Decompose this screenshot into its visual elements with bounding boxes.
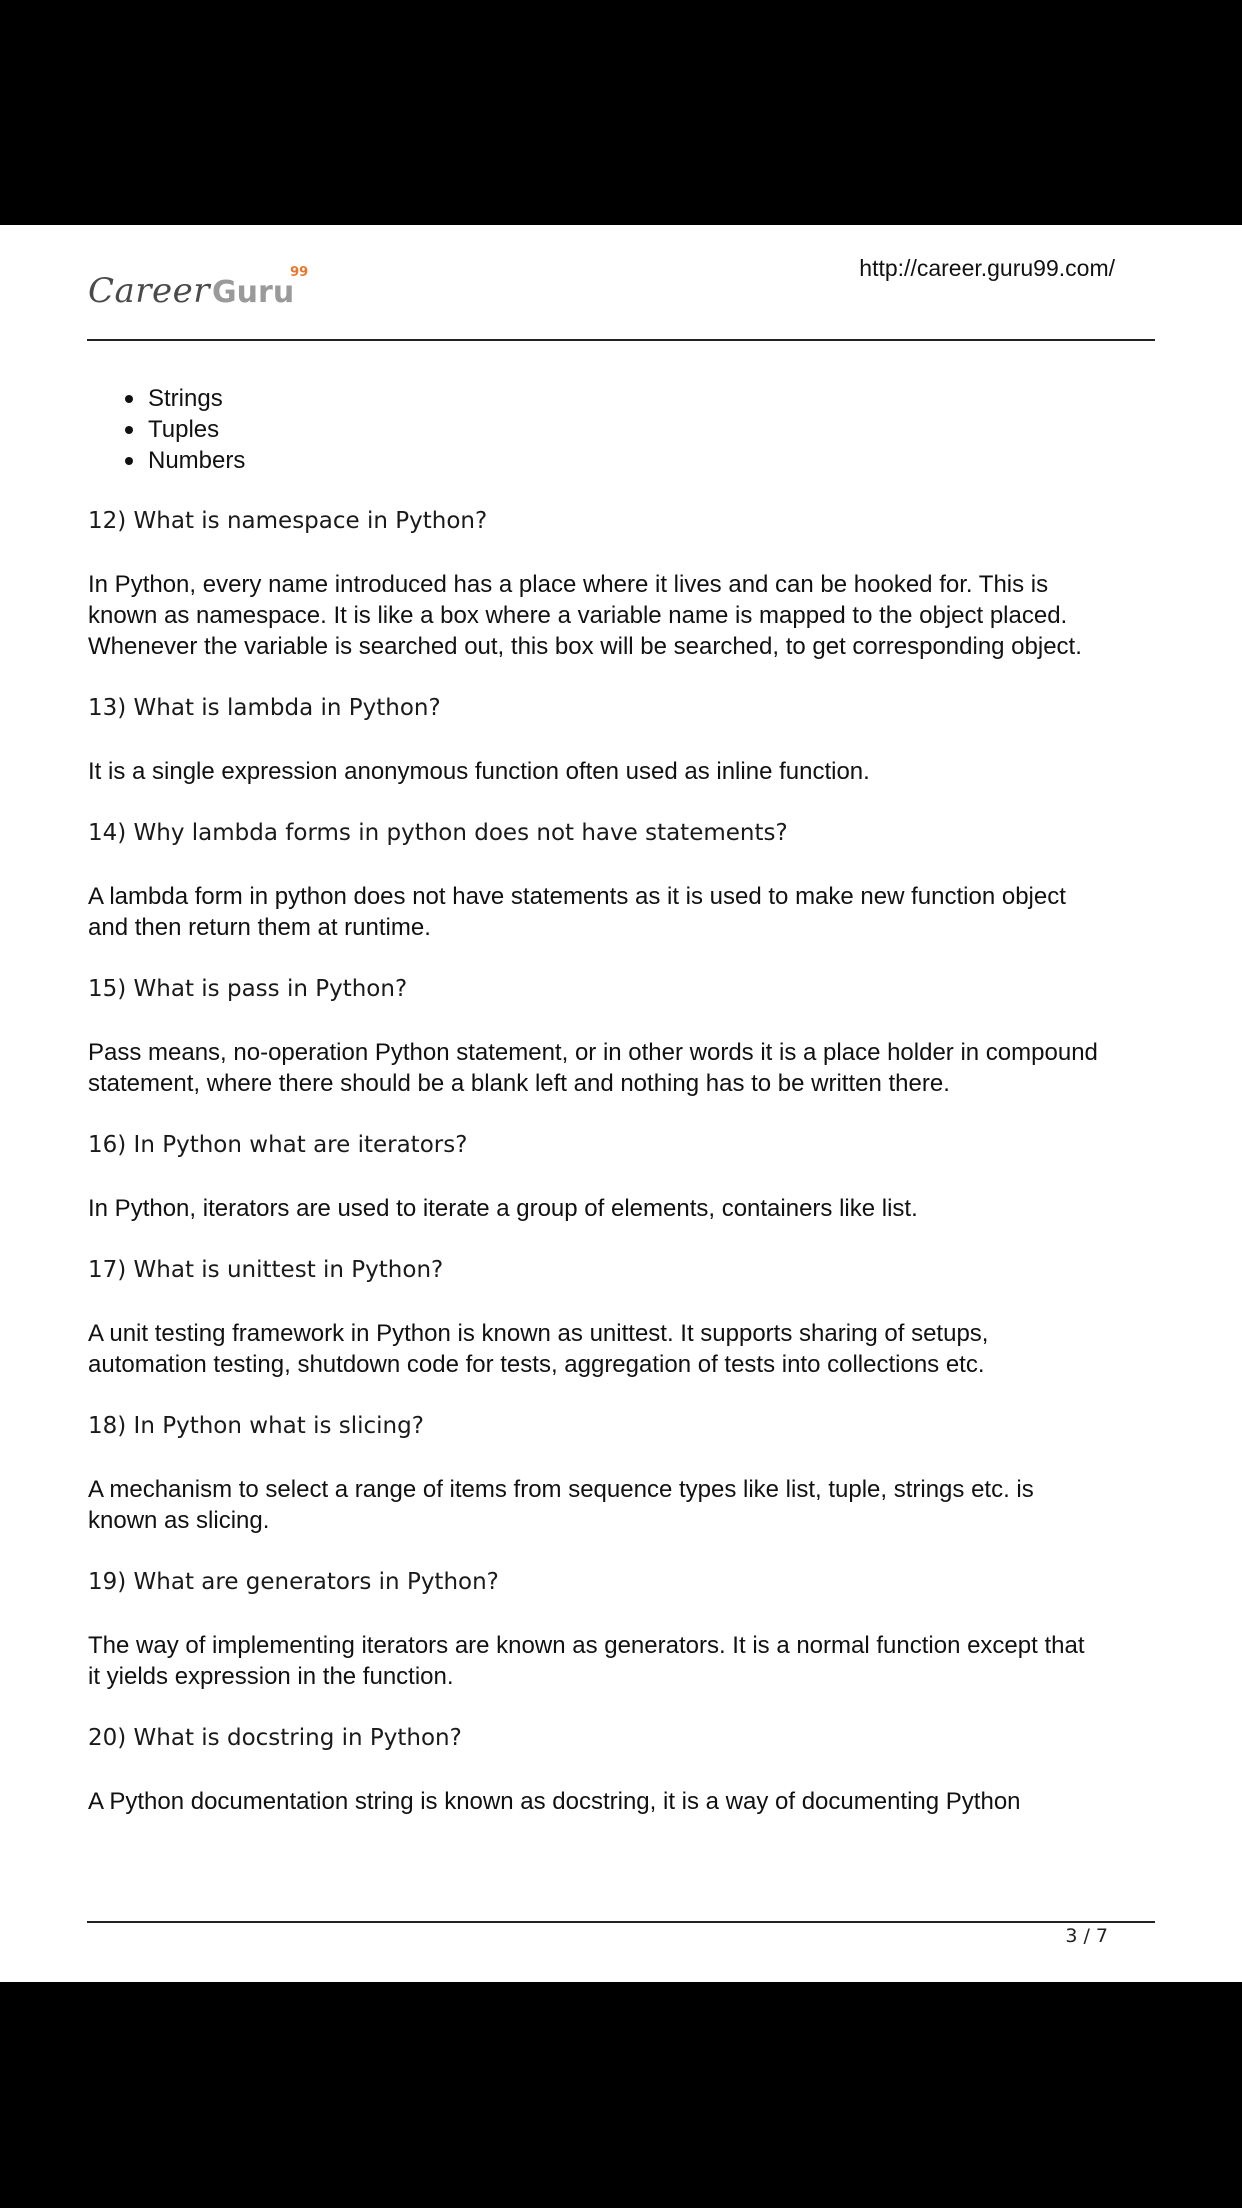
- question-heading: 17) What is unittest in Python?: [88, 1257, 444, 1283]
- qa-section-15: [88, 974, 1158, 1099]
- answer-paragraph: It is a single expression anonymous function often used as inline function.: [88, 758, 870, 785]
- qa-section-14: [88, 818, 1158, 943]
- question-heading: 18) In Python what is slicing?: [88, 1413, 424, 1439]
- qa-section-12: [88, 506, 1158, 662]
- logo-career-text: Career: [88, 271, 211, 311]
- list-item: Tuples: [148, 414, 1158, 445]
- bullet-list: [88, 383, 1158, 476]
- list-item: Numbers: [148, 445, 1158, 476]
- question-heading: 14) Why lambda forms in python does not have statements?: [88, 820, 788, 846]
- answer-paragraph: A lambda form in python does not have statements as it is used to make new function object and then return them at runtime.: [88, 883, 1066, 941]
- answer-paragraph: The way of implementing iterators are known as generators. It is a normal function except that it yields expression in the function.: [88, 1632, 1085, 1690]
- answer-paragraph: In Python, every name introduced has a place where it lives and can be hooked for. This is known as namespace. It is like a box where a variable name is mapped to the object placed. Whenever the variable is searched out, this box will be searched, to get corresponding object.: [88, 571, 1082, 660]
- question-heading: 16) In Python what are iterators?: [88, 1132, 468, 1158]
- qa-section-20: [88, 1723, 1158, 1817]
- careerguru-logo: [88, 265, 309, 321]
- question-heading: 12) What is namespace in Python?: [88, 508, 488, 534]
- qa-section-13: [88, 693, 1158, 787]
- list-item: Strings: [148, 383, 1158, 414]
- qa-section-16: [88, 1130, 1158, 1224]
- qa-section-18: [88, 1411, 1158, 1536]
- answer-paragraph: In Python, iterators are used to iterate a group of elements, containers like list.: [88, 1195, 918, 1222]
- logo-guru-text: Guru: [212, 275, 295, 310]
- header-url: http://career.guru99.com/: [859, 255, 1115, 281]
- question-heading: 20) What is docstring in Python?: [88, 1725, 462, 1751]
- answer-paragraph: A unit testing framework in Python is known as unittest. It supports sharing of setups, automation testing, shutdown code for tests, aggregation of tests into collections etc.: [88, 1320, 989, 1378]
- footer-divider: [87, 1921, 1155, 1923]
- answer-paragraph: Pass means, no-operation Python statement, or in other words it is a place holder in compound statement, where there should be a blank left and nothing has to be written there.: [88, 1039, 1098, 1097]
- question-heading: 15) What is pass in Python?: [88, 976, 408, 1002]
- document-page: [0, 225, 1242, 1982]
- page-content: [88, 383, 1158, 1848]
- question-heading: 13) What is lambda in Python?: [88, 695, 441, 721]
- question-heading: 19) What are generators in Python?: [88, 1569, 499, 1595]
- header-divider: [87, 339, 1155, 341]
- qa-section-17: [88, 1255, 1158, 1380]
- answer-paragraph: A mechanism to select a range of items from sequence types like list, tuple, strings etc. is known as slicing.: [88, 1476, 1034, 1534]
- qa-section-19: [88, 1567, 1158, 1692]
- answer-paragraph: A Python documentation string is known as docstring, it is a way of documenting Python: [88, 1788, 1021, 1815]
- logo-99-superscript: 99: [290, 265, 309, 280]
- page-number: 3 / 7: [1065, 1925, 1108, 1947]
